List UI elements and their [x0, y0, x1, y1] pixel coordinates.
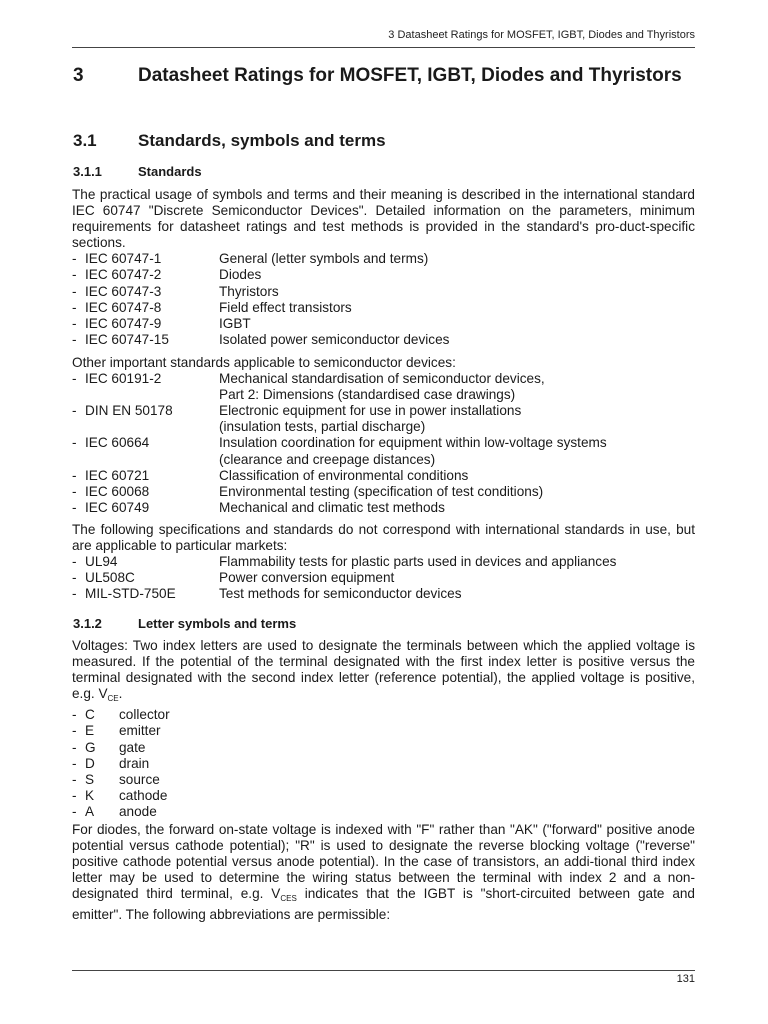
diodes-paragraph	[72, 822, 695, 924]
list-dash-spacer	[72, 387, 85, 403]
section-number: 3.1	[73, 131, 97, 150]
list-value: collector	[119, 707, 170, 723]
list-dash: -	[72, 554, 77, 570]
voltages-end: .	[118, 686, 123, 702]
list-value: gate	[119, 739, 146, 755]
iec-part-row	[72, 332, 695, 348]
other-standards-intro: Other important standards applicable to semiconductor devices:	[72, 355, 456, 370]
other-standard-row	[72, 500, 695, 516]
terminal-row	[72, 707, 695, 723]
list-key: IEC 60747-1	[85, 251, 162, 267]
other-standard-row	[72, 468, 695, 484]
list-value-continuation: (clearance and creepage distances)	[219, 451, 436, 467]
footer-divider	[72, 970, 695, 971]
list-value: Classification of environmental conditions	[219, 467, 469, 483]
other-standard-row-continuation	[72, 387, 695, 403]
list-dash: -	[72, 283, 77, 299]
diodes-text-a: For diodes, the forward on-state voltage is indexed with "F" rather than "AK" ("forward" positive anode potential versus cathode potential); "R" is used to designate the reverse blocking voltage ("reverse" positive cathode potential versus anode potential). In the case of transistors, an addi-tional third index letter may be used to determine the wiring status between the terminal with index 2 and a non-designated third terminal, e.g. V	[72, 822, 695, 902]
iec-part-row	[72, 300, 695, 316]
list-key: IEC 60191-2	[85, 371, 162, 387]
list-value: Test methods for semiconductor devices	[219, 586, 462, 602]
chapter-title: Datasheet Ratings for MOSFET, IGBT, Diodes and Thyristors	[138, 65, 682, 86]
list-dash: -	[72, 755, 77, 771]
list-key: A	[85, 803, 95, 819]
diodes-block	[72, 822, 695, 924]
market-standard-row	[72, 570, 695, 586]
list-key: K	[85, 787, 95, 803]
list-key: IEC 60747-15	[85, 331, 169, 347]
list-key: D	[85, 755, 95, 771]
iec-part-row	[72, 316, 695, 332]
list-dash: -	[72, 483, 77, 499]
iec-part-row	[72, 267, 695, 283]
other-standard-row-continuation	[72, 452, 695, 468]
list-value: IGBT	[219, 315, 251, 331]
list-dash: -	[72, 787, 77, 803]
running-header: 3 Datasheet Ratings for MOSFET, IGBT, Diodes and Thyristors	[388, 29, 695, 41]
voltages-text: Voltages: Two index letters are used to designate the terminals between which the applied voltage is measured. If the potential of the terminal designated with the first index letter is positive versus the terminal designated with the second index letter (reference potential), the applied voltage is positive, e.g. V	[72, 638, 695, 702]
list-dash: -	[72, 771, 77, 787]
iec-part-row	[72, 251, 695, 267]
list-dash-spacer	[72, 452, 85, 468]
list-value: Environmental testing (specification of test conditions)	[219, 483, 544, 499]
terminal-row	[72, 756, 695, 772]
list-key: IEC 60747-3	[85, 283, 162, 299]
list-dash: -	[72, 707, 77, 723]
list-dash: -	[72, 371, 77, 387]
list-dash: -	[72, 739, 77, 755]
list-value: source	[119, 771, 160, 787]
list-dash: -	[72, 723, 77, 739]
terminal-row	[72, 772, 695, 788]
list-key-spacer	[85, 452, 219, 468]
market-standards-block	[72, 522, 695, 602]
list-value: Electronic equipment for use in power installations	[219, 403, 522, 419]
list-dash: -	[72, 803, 77, 819]
list-dash: -	[72, 315, 77, 331]
list-value: drain	[119, 755, 150, 771]
market-standard-row	[72, 554, 695, 570]
list-key: IEC 60749	[85, 499, 150, 515]
list-value: Field effect transistors	[219, 299, 352, 315]
list-dash: -	[72, 403, 77, 419]
list-dash: -	[72, 570, 77, 586]
list-value: Mechanical standardisation of semiconductor devices,	[219, 371, 545, 387]
subsection-number: 3.1.2	[73, 616, 102, 631]
iec-parts-list	[72, 251, 695, 348]
other-standard-row-continuation	[72, 419, 695, 435]
list-dash: -	[72, 251, 77, 267]
other-standard-row	[72, 484, 695, 500]
other-standards-list	[72, 371, 695, 516]
list-dash: -	[72, 435, 77, 451]
list-value: General (letter symbols and terms)	[219, 251, 429, 267]
list-key: IEC 60747-2	[85, 267, 162, 283]
list-dash: -	[72, 331, 77, 347]
other-standard-row	[72, 435, 695, 451]
list-dash-spacer	[72, 419, 85, 435]
list-value: Diodes	[219, 267, 262, 283]
list-value: Thyristors	[219, 283, 279, 299]
list-dash: -	[72, 467, 77, 483]
list-key: IEC 60747-8	[85, 299, 162, 315]
other-standard-row	[72, 371, 695, 387]
standards-block	[72, 187, 695, 348]
list-value: anode	[119, 803, 157, 819]
list-key: IEC 60721	[85, 467, 150, 483]
list-value: Flammability tests for plastic parts used in devices and appliances	[219, 554, 617, 570]
voltages-subscript: CE	[107, 694, 119, 704]
chapter-number: 3	[73, 65, 84, 86]
list-value: Power conversion equipment	[219, 570, 395, 586]
subsection-title: Letter symbols and terms	[138, 616, 297, 631]
list-value-continuation: (insulation tests, partial discharge)	[219, 419, 426, 435]
other-standards-block	[72, 355, 695, 516]
list-key: DIN EN 50178	[85, 403, 173, 419]
list-value-continuation: Part 2: Dimensions (standardised case drawings)	[219, 387, 516, 403]
list-dash: -	[72, 586, 77, 602]
page-number: 131	[676, 973, 695, 985]
list-dash: -	[72, 267, 77, 283]
list-key: UL94	[85, 554, 118, 570]
subsection-number: 3.1.1	[73, 164, 102, 179]
list-value: emitter	[119, 723, 161, 739]
diodes-subscript: CES	[280, 894, 297, 904]
list-dash: -	[72, 299, 77, 315]
terminal-list	[72, 707, 695, 820]
list-key: IEC 60068	[85, 483, 150, 499]
terminal-row	[72, 723, 695, 739]
list-value: Isolated power semiconductor devices	[219, 331, 450, 347]
list-key: UL508C	[85, 570, 135, 586]
letter-symbols-block	[72, 638, 695, 820]
list-value: Mechanical and climatic test methods	[219, 499, 445, 515]
market-intro: The following specifications and standards do not correspond with international standards in use, but are applicable to particular markets:	[72, 522, 695, 554]
terminal-row	[72, 740, 695, 756]
iec-part-row	[72, 284, 695, 300]
list-key: IEC 60747-9	[85, 315, 162, 331]
list-key: G	[85, 739, 96, 755]
list-key: E	[85, 723, 95, 739]
intro-paragraph: The practical usage of symbols and terms and their meaning is described in the international standard IEC 60747 "Discrete Semiconductor Devices". Detailed information on the parameters, minimum requirements for datasheet ratings and test methods is provided in the standard's pro-duct-specific sections.	[72, 187, 695, 251]
subsection-title: Standards	[138, 164, 202, 179]
list-key: MIL-STD-750E	[85, 586, 176, 602]
terminal-row	[72, 788, 695, 804]
list-key-spacer	[85, 419, 219, 435]
list-value: cathode	[119, 787, 168, 803]
list-dash: -	[72, 499, 77, 515]
list-key-spacer	[85, 387, 219, 403]
diodes-text-b: indicates that the IGBT is "short-circuited between gate and emitter". The following abbreviations are permissible:	[72, 886, 695, 923]
section-title: Standards, symbols and terms	[138, 131, 386, 150]
voltages-paragraph	[72, 638, 695, 707]
list-key: S	[85, 771, 95, 787]
market-standards-list	[72, 554, 695, 602]
document-page	[72, 0, 695, 1024]
terminal-row	[72, 804, 695, 820]
list-key: IEC 60664	[85, 435, 150, 451]
header-divider	[72, 47, 695, 48]
list-key: C	[85, 707, 95, 723]
market-standard-row	[72, 586, 695, 602]
other-standard-row	[72, 403, 695, 419]
list-value: Insulation coordination for equipment within low-voltage systems	[219, 435, 607, 451]
